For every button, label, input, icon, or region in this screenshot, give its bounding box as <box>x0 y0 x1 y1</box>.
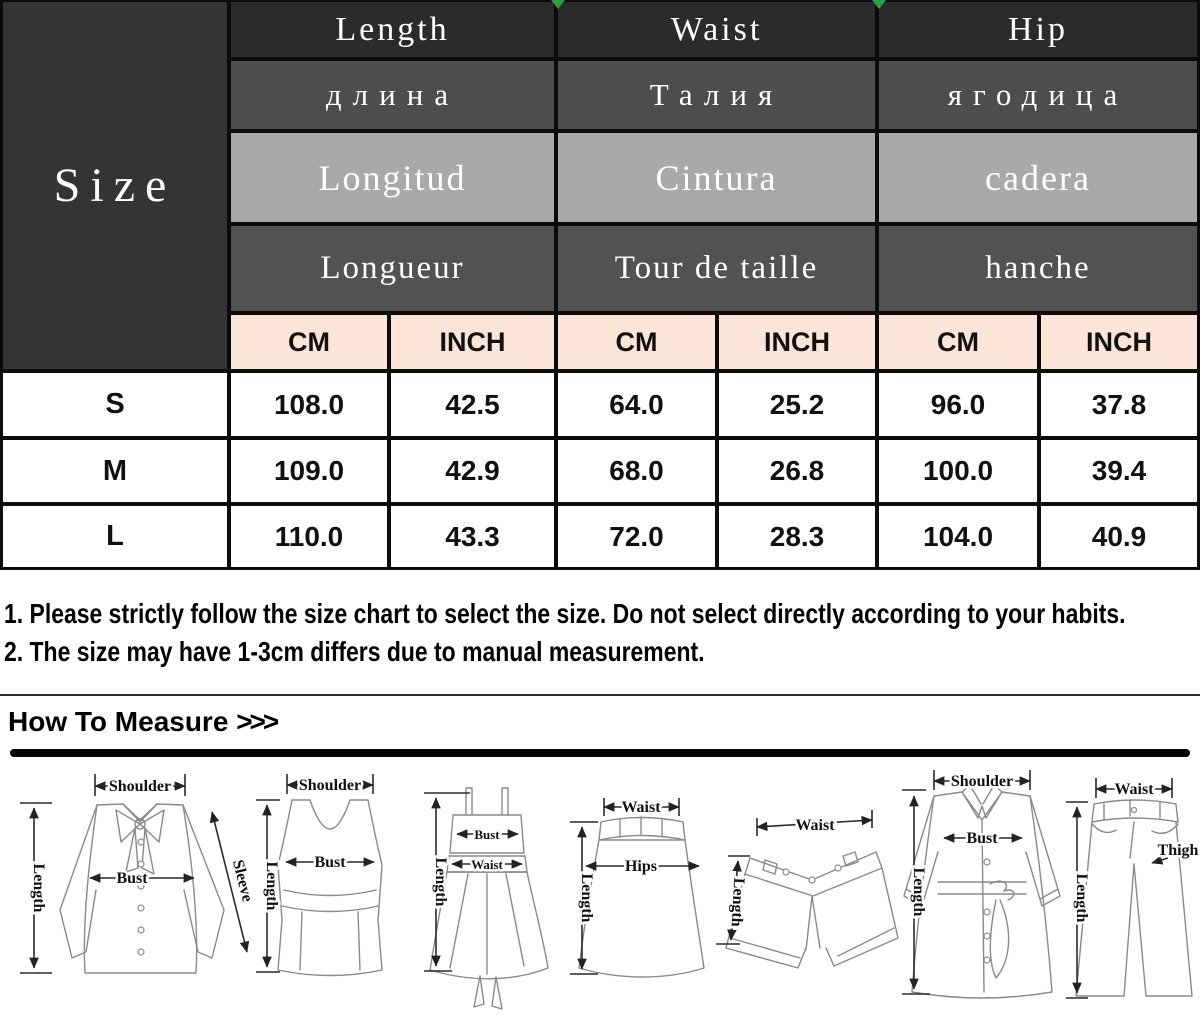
row-s-hip-cm: 96.0 <box>879 373 1037 436</box>
blouse-sleeve-label: Sleeve <box>228 858 256 904</box>
shorts-waist-label: Waist <box>795 817 835 834</box>
header-hip-fr: hanche <box>879 226 1197 311</box>
coat-shoulder-label: Shoulder <box>950 773 1014 790</box>
row-s-label: S <box>3 373 227 436</box>
unit-length-cm: CM <box>231 315 387 369</box>
row-m-length-inch: 42.9 <box>391 440 554 502</box>
size-header-cell: Size <box>3 2 227 369</box>
header-waist-fr: Tour de taille <box>558 226 875 311</box>
header-length-es: Longitud <box>231 133 554 222</box>
tank-length-label: Length <box>263 861 280 911</box>
tank-bust-label: Bust <box>314 854 346 871</box>
pants-waist-label: Waist <box>1114 781 1154 798</box>
how-to-measure-diagrams <box>0 760 1200 1020</box>
how-to-measure-label: How To Measure <box>8 706 237 737</box>
unit-hip-inch: INCH <box>1041 315 1197 369</box>
row-l-length-cm: 110.0 <box>231 506 387 567</box>
row-m-label: M <box>3 440 227 502</box>
dress-bust-label: Bust <box>474 827 500 842</box>
dress-waist-label: Waist <box>471 857 503 872</box>
unit-hip-cm: CM <box>879 315 1037 369</box>
coat-diagram <box>902 770 1060 998</box>
row-s-length-inch: 42.5 <box>391 373 554 436</box>
how-to-measure-heading <box>8 706 276 738</box>
coat-bust-label: Bust <box>966 830 998 847</box>
unit-length-inch: INCH <box>391 315 554 369</box>
unit-waist-inch: INCH <box>719 315 875 369</box>
row-l-hip-inch: 40.9 <box>1041 506 1197 567</box>
row-l-length-inch: 43.3 <box>391 506 554 567</box>
row-m-hip-cm: 100.0 <box>879 440 1037 502</box>
skirt-length-label: Length <box>578 873 595 923</box>
coat-length-label: Length <box>910 867 927 917</box>
blouse-diagram <box>20 774 256 973</box>
row-s-length-cm: 108.0 <box>231 373 387 436</box>
row-s-waist-cm: 64.0 <box>558 373 715 436</box>
row-m-length-cm: 109.0 <box>231 440 387 502</box>
dress-length-label: Length <box>432 857 449 907</box>
note-line-2: 2. The size may have 1-3cm differs due to manual measurement. <box>4 636 705 667</box>
header-hip-en: Hip <box>879 2 1197 57</box>
row-m-hip-inch: 39.4 <box>1041 440 1197 502</box>
blouse-length-label: Length <box>30 863 47 913</box>
pants-diagram <box>1066 778 1199 998</box>
row-m-waist-cm: 68.0 <box>558 440 715 502</box>
header-hip-ru: ягодица <box>879 61 1197 129</box>
blouse-bust-label: Bust <box>116 870 148 887</box>
skirt-waist-label: Waist <box>621 799 661 816</box>
header-hip-es: cadera <box>879 133 1197 222</box>
row-s-waist-inch: 25.2 <box>719 373 875 436</box>
skirt-hips-label: Hips <box>624 858 658 875</box>
blouse-shoulder-label: Shoulder <box>108 778 172 795</box>
shorts-length-label: Length <box>727 877 748 928</box>
row-l-label: L <box>3 506 227 567</box>
row-l-waist-inch: 28.3 <box>719 506 875 567</box>
header-waist-en: Waist <box>558 2 875 57</box>
row-m-waist-inch: 26.8 <box>719 440 875 502</box>
row-s-hip-inch: 37.8 <box>1041 373 1197 436</box>
skirt-diagram <box>570 798 704 977</box>
dress-diagram <box>424 788 548 1009</box>
divider-line <box>0 694 1200 696</box>
tank-top-diagram <box>256 774 382 976</box>
note-line-1: 1. Please strictly follow the size chart to select the size. Do not select directly according to your habits. <box>4 598 1126 629</box>
header-waist-es: Cintura <box>558 133 875 222</box>
heading-underline <box>10 749 1190 757</box>
row-l-waist-cm: 72.0 <box>558 506 715 567</box>
pants-thigh-label: Thigh <box>1157 842 1199 859</box>
tank-shoulder-label: Shoulder <box>298 777 362 794</box>
unit-waist-cm: CM <box>558 315 715 369</box>
header-length-ru: длина <box>231 61 554 129</box>
chevrons-icon: >>> <box>236 706 277 737</box>
header-length-en: Length <box>231 2 554 57</box>
header-length-fr: Longueur <box>231 226 554 311</box>
row-l-hip-cm: 104.0 <box>879 506 1037 567</box>
pants-length-label: Length <box>1073 873 1090 923</box>
header-waist-ru: Талия <box>558 61 875 129</box>
shorts-diagram <box>716 810 898 968</box>
